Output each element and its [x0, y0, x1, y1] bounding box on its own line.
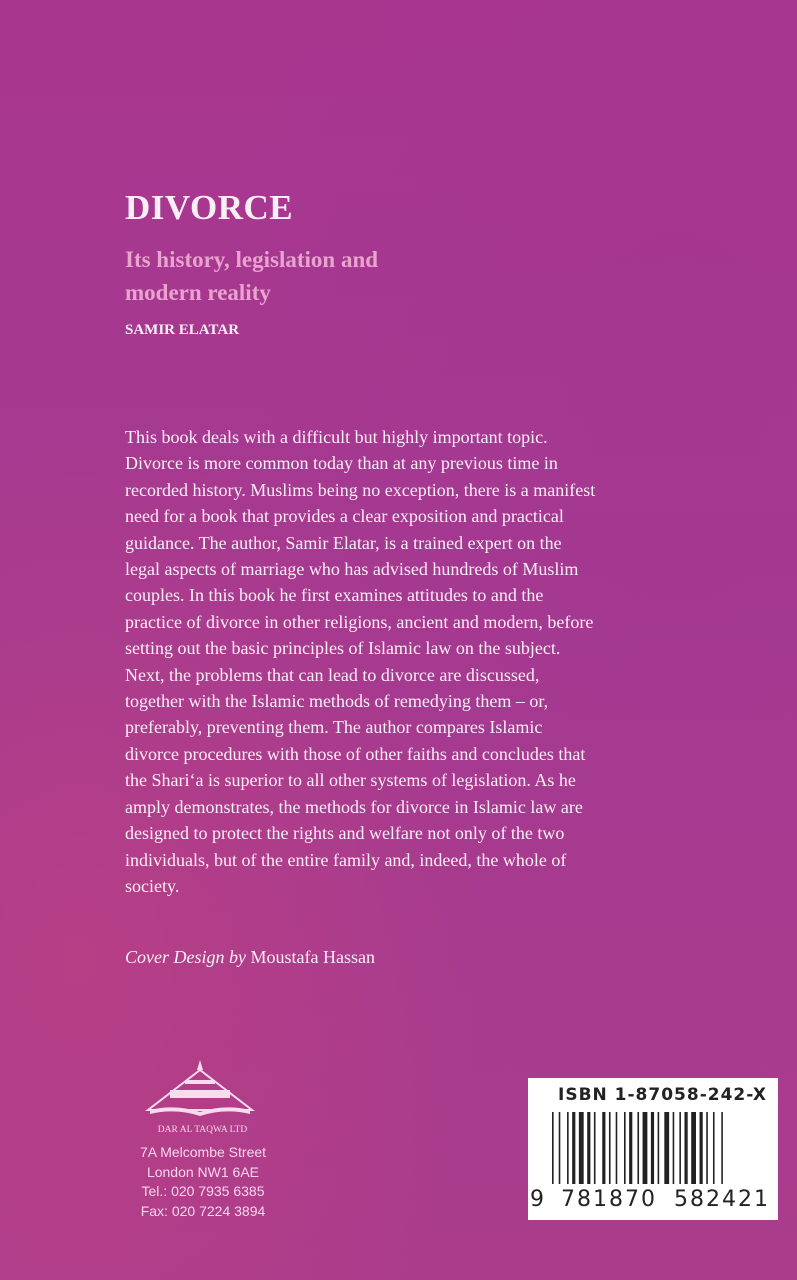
ean-number [530, 1186, 770, 1214]
ean-right: 582421 [673, 1187, 770, 1212]
blurb [125, 424, 745, 899]
ean-lead: 9 [530, 1187, 546, 1212]
barcode-bar [643, 1112, 648, 1184]
barcode-bar [673, 1112, 675, 1184]
barcode-bar [651, 1112, 654, 1184]
blurb-line: amply demonstrates, the methods for divorce in Islamic law are [125, 796, 583, 817]
barcode-bar [594, 1112, 596, 1184]
barcode-bar [624, 1112, 626, 1184]
blurb-line: guidance. The author, Samir Elatar, is a trained expert on the [125, 532, 562, 553]
barcode-bar [664, 1112, 669, 1184]
blurb-line: recorded history. Muslims being no exception, there is a manifest [125, 479, 596, 500]
address-line: 7A Melcombe Street [139, 1144, 267, 1160]
barcode-bar [609, 1112, 611, 1184]
barcode-bar [587, 1112, 590, 1184]
address-line: Fax: 020 7224 3894 [140, 1202, 266, 1219]
blurb-line: This book deals with a difficult but highly important topic. [125, 427, 548, 447]
blurb-line: practice of divorce in other religions, ancient and modern, before [125, 611, 594, 632]
barcode-bar [579, 1112, 584, 1184]
barcode-bar [629, 1112, 632, 1184]
blurb-line: setting out the basic principles of Islamic law on the subject. [125, 638, 561, 659]
blurb-line: individuals, but of the entire family and, indeed, the whole of [125, 849, 567, 870]
address-line: London NW1 6AE [146, 1163, 260, 1180]
barcode-label [528, 1078, 778, 1220]
barcode-bar [616, 1112, 618, 1184]
blurb-line: need for a book that provides a clear exposition and practical [125, 506, 564, 527]
barcode-bar [637, 1112, 639, 1184]
barcode-bars [552, 1112, 752, 1184]
blurb-line: the Shari‘a is superior to all other systems of legislation. As he [125, 770, 576, 791]
barcode-bar [706, 1112, 708, 1184]
blurb-line: couples. In this book he first examines attitudes to and the [125, 585, 544, 606]
barcode-bar [567, 1112, 569, 1184]
barcode-bar [721, 1112, 723, 1184]
book-subtitle: Its history, legislation and modern reality [125, 247, 379, 305]
barcode-bar [559, 1112, 561, 1184]
barcode-bar [713, 1112, 715, 1184]
barcode-bar [691, 1112, 696, 1184]
blurb-line: Next, the problems that can lead to divorce are discussed, [125, 664, 540, 685]
book-title: DIVORCE [125, 188, 294, 227]
publisher-address [123, 1143, 283, 1221]
blurb-line: designed to protect the rights and welfare not only of the two [125, 823, 565, 844]
publisher-logo [140, 1060, 260, 1120]
barcode-bar [602, 1112, 605, 1184]
blurb-line: society. [125, 875, 180, 896]
barcode-bar [700, 1112, 703, 1184]
blurb-line: legal aspects of marriage who has advised hundreds of Muslim [125, 559, 579, 580]
barcode-bar [658, 1112, 660, 1184]
barcode-bar [684, 1112, 687, 1184]
blurb-line: preferably, preventing them. The author compares Islamic [125, 717, 543, 738]
book-author: SAMIR ELATAR [125, 322, 240, 338]
credit-label: Cover Design by [125, 947, 246, 967]
blurb-line: Divorce is more common today than at any previous time in [125, 453, 558, 474]
blurb-line: divorce procedures with those of other faiths and concludes that [125, 743, 586, 764]
address-line: Tel.: 020 7935 6385 [141, 1183, 265, 1199]
blurb-line: together with the Islamic methods of remedying them – or, [125, 691, 549, 712]
isbn-text: ISBN 1-87058-242-X [558, 1085, 768, 1105]
credit-name: Moustafa Hassan [250, 947, 375, 967]
publisher-name: DAR AL TAQWA LTD [157, 1125, 248, 1135]
cover-design-credit [125, 945, 375, 969]
barcode-bar [552, 1112, 554, 1184]
barcode-bar [572, 1112, 575, 1184]
ean-left: 781870 [561, 1187, 657, 1212]
barcode-bar [679, 1112, 681, 1184]
